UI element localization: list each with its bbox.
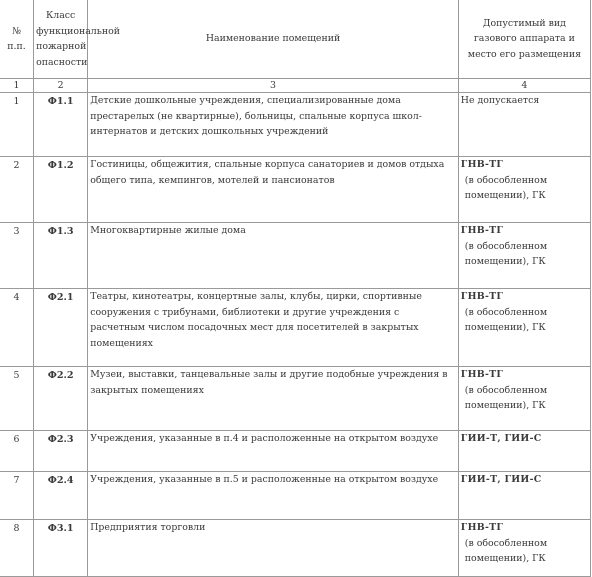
header-num: № п.п.: [0, 0, 34, 79]
row-place: [458, 520, 590, 577]
table-row: [0, 472, 591, 520]
header-place: Допустимый вид газового аппарата и место его размещения: [458, 0, 590, 79]
row-number: 1: [0, 93, 34, 157]
row-class: Ф1.3: [34, 223, 88, 289]
place-code: ГНВ-ТГ: [460, 522, 504, 533]
table-row: [0, 520, 591, 577]
row-name: Предприятия торговли: [88, 520, 459, 577]
row-place: Не допускается: [458, 93, 590, 157]
row-class: Ф2.2: [34, 367, 88, 431]
row-number: 7: [0, 472, 34, 520]
header-class: Класс функциональной пожарной опасности: [34, 0, 88, 79]
column-numbers-row: [0, 79, 591, 93]
place-note: (в обособленном помещении), ГК: [464, 384, 548, 411]
place-note: (в обособленном помещении), ГК: [464, 537, 548, 564]
place-code: ГНВ-ТГ: [460, 369, 504, 380]
table-row: [0, 157, 591, 223]
place-note: (в обособленном помещении), ГК: [464, 240, 548, 267]
row-number: 6: [0, 431, 34, 472]
row-name: Учреждения, указанные в п.5 и расположенные на открытом воздухе: [88, 472, 459, 520]
place-code: ГНВ-ТГ: [460, 291, 504, 302]
table-row: [0, 223, 591, 289]
row-number: 8: [0, 520, 34, 577]
column-number: 4: [458, 79, 590, 93]
row-number: 5: [0, 367, 34, 431]
row-number: 3: [0, 223, 34, 289]
row-class: Ф2.4: [34, 472, 88, 520]
table-row: [0, 93, 591, 157]
row-name: Музеи, выставки, танцевальные залы и другие подобные учреждения в закрытых помещениях: [88, 367, 459, 431]
table-row: [0, 367, 591, 431]
row-place: [458, 157, 590, 223]
row-place: ГИИ-Т, ГИИ-С: [458, 431, 590, 472]
row-class: Ф1.1: [34, 93, 88, 157]
row-name: Детские дошкольные учреждения, специализированные дома престарелых (не квартирные), больницы, спальные корпуса школ-интернатов и детских дошкольных учреждений: [88, 93, 459, 157]
row-name: Театры, кинотеатры, концертные залы, клубы, цирки, спортивные сооружения с трибунами, библиотеки и другие учреждения с расчетным числом посадочных мест для посетителей в закрытых помещениях: [88, 289, 459, 367]
header-name: Наименование помещений: [88, 0, 459, 79]
row-number: 4: [0, 289, 34, 367]
table-row: [0, 289, 591, 367]
column-number: 1: [0, 79, 34, 93]
table-header-row: [0, 0, 591, 79]
column-number: 3: [88, 79, 459, 93]
row-place: ГИИ-Т, ГИИ-С: [458, 472, 590, 520]
place-code: ГНВ-ТГ: [460, 159, 504, 170]
row-class: Ф1.2: [34, 157, 88, 223]
table-row: [0, 431, 591, 472]
row-number: 2: [0, 157, 34, 223]
row-place: [458, 289, 590, 367]
row-name: Учреждения, указанные в п.4 и расположенные на открытом воздухе: [88, 431, 459, 472]
row-class: Ф2.1: [34, 289, 88, 367]
place-note: (в обособленном помещении), ГК: [464, 306, 548, 333]
row-class: Ф2.3: [34, 431, 88, 472]
row-place: [458, 223, 590, 289]
place-note: (в обособленном помещении), ГК: [464, 174, 548, 201]
row-name: Гостиницы, общежития, спальные корпуса санаториев и домов отдыха общего типа, кемпингов, мотелей и пансионатов: [88, 157, 459, 223]
row-name: Многоквартирные жилые дома: [88, 223, 459, 289]
column-number: 2: [34, 79, 88, 93]
row-place: [458, 367, 590, 431]
place-code: ГНВ-ТГ: [460, 225, 504, 236]
row-class: Ф3.1: [34, 520, 88, 577]
